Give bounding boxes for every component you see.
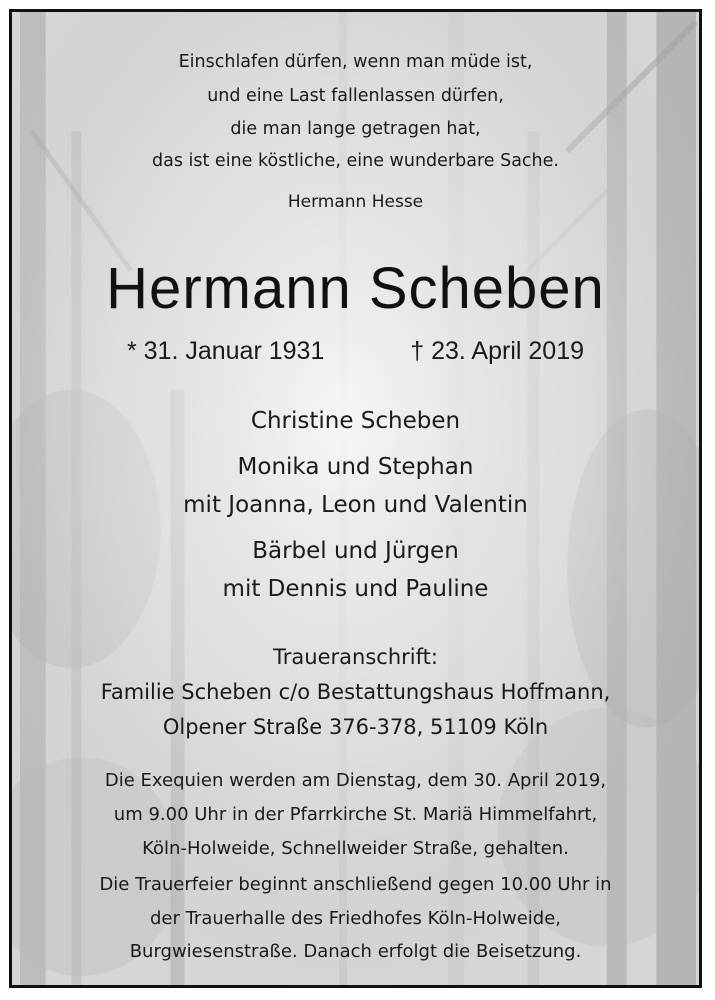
poem-line-1: Einschlafen dürfen, wenn man müde ist, xyxy=(178,52,533,72)
mourner-line-3: mit Joanna, Leon und Valentin xyxy=(183,492,528,518)
poem-line-4: das ist eine köstliche, eine wunderbare Sache. xyxy=(152,151,559,171)
service-line-6: Burgwiesenstraße. Danach erfolgt die Beisetzung. xyxy=(129,941,582,962)
mourner-line-2: Monika und Stephan xyxy=(237,454,474,480)
address-line-2: Olpener Straße 376-378, 51109 Köln xyxy=(162,715,549,739)
service-line-3: Köln-Holweide, Schnellweider Straße, gehalten. xyxy=(142,838,569,859)
service-line-4: Die Trauerfeier beginnt anschließend gegen 10.00 Uhr in xyxy=(99,874,612,895)
life-dates xyxy=(12,337,699,366)
mourner-line-5: mit Dennis und Pauline xyxy=(222,576,489,602)
death-date: † 23. April 2019 xyxy=(410,337,585,365)
obituary-card xyxy=(9,9,702,988)
poem-author: Hermann Hesse xyxy=(287,192,424,212)
address-heading: Traueranschrift: xyxy=(273,645,438,669)
mourner-line-4: Bärbel und Jürgen xyxy=(252,538,459,564)
service-line-1: Die Exequien werden am Dienstag, dem 30. April 2019, xyxy=(104,770,607,791)
poem-line-3: die man lange getragen hat, xyxy=(230,119,481,139)
service-line-5: der Trauerhalle des Friedhofes Köln-Holweide, xyxy=(149,908,562,929)
birth-date: * 31. Januar 1931 xyxy=(126,337,325,365)
address-line-1: Familie Scheben c/o Bestattungshaus Hoffmann, xyxy=(100,680,611,704)
mourner-line-1: Christine Scheben xyxy=(250,408,461,434)
deceased-name: Hermann Scheben xyxy=(106,256,605,321)
service-line-2: um 9.00 Uhr in der Pfarrkirche St. Mariä Himmelfahrt, xyxy=(113,804,598,825)
poem-line-2: und eine Last fallenlassen dürfen, xyxy=(207,86,504,106)
